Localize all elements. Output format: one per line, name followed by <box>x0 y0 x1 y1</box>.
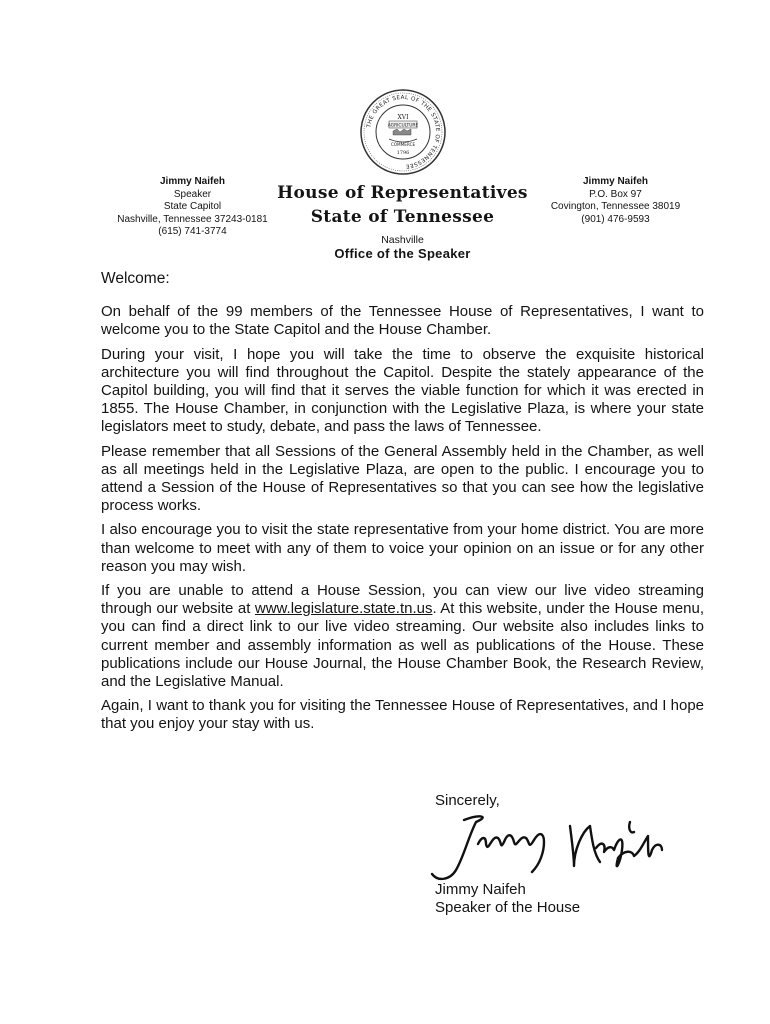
right-contact-city: Covington, Tennessee 38019 <box>550 201 681 212</box>
letter-paragraph-6: Again, I want to thank you for visiting the Tennessee House of Representatives, and I hope that you enjoy your stay with us. <box>101 697 704 733</box>
left-contact-name: Jimmy Naifeh <box>159 176 226 187</box>
seal-commerce-text: COMMERCE <box>390 142 416 147</box>
right-contact-po-box: P.O. Box 97 <box>589 188 642 200</box>
seal-agriculture-text: AGRICULTURE <box>387 123 419 129</box>
letterhead-office: Office of the Speaker <box>334 246 471 261</box>
letter-paragraph-1: On behalf of the 99 members of the Tennessee House of Representatives, I want to welcome you to the State Capitol and the House Chamber. <box>101 303 704 339</box>
handwritten-signature <box>420 808 690 888</box>
letterhead-title: House of Representatives <box>277 183 528 203</box>
right-contact-phone: (901) 476-9593 <box>581 213 650 225</box>
letter-paragraph-4: I also encourage you to visit the state representative from your home district. You are more than welcome to meet with any of them to voice your opinion on an issue or for any other reason you may wish. <box>101 521 704 575</box>
left-contact-title: Speaker <box>173 188 212 200</box>
right-contact-block <box>538 176 693 226</box>
letterhead-city: Nashville <box>381 234 424 246</box>
letter-body <box>101 270 704 758</box>
paragraph-5-text-after: . At this website, under the House menu, you can find a direct link to our live video streaming. Our website also includes links to current member and assembly information as well as publications of the House. These publications include our House Journal, the House Chamber Book, the Research Review, and the Legislative Manual. <box>101 600 705 691</box>
signer-block <box>435 881 580 917</box>
website-link[interactable]: www.legislature.state.tn.us <box>254 600 433 618</box>
letter-paragraph-5 <box>101 582 704 691</box>
signer-name: Jimmy Naifeh <box>435 881 526 898</box>
signer-title: Speaker of the House <box>435 899 581 916</box>
letter-greeting: Welcome: <box>101 270 170 287</box>
seal-number: XVI <box>397 114 409 121</box>
left-contact-address-1: State Capitol <box>163 201 222 212</box>
state-seal-emblem <box>359 88 447 176</box>
letter-closing: Sincerely, <box>435 792 500 809</box>
paragraph-5-text-before: If you are unable to attend a House Session, you can view our live video streaming through our website at <box>101 582 704 618</box>
left-contact-address-2: Nashville, Tennessee 37243-0181 <box>117 213 268 225</box>
left-contact-block <box>100 176 285 239</box>
letterhead-subtitle: State of Tennessee <box>310 207 495 227</box>
letter-paragraph-2: During your visit, I hope you will take the time to observe the exquisite historical architecture you will find throughout the Capitol. Despite the stately appearance of the Capitol building, you will find that it serves the viable function for which it was erected in 1855. The House Chamber, in conjunction with the Legislative Plaza, is where your state legislators meet to study, debate, and pass the laws of Tennessee. <box>101 345 704 436</box>
left-contact-phone: (615) 741-3774 <box>158 226 227 237</box>
seal-ring-text: THE GREAT SEAL OF THE STATE OF TENNESSEE <box>366 94 441 169</box>
letter-paragraph-3: Please remember that all Sessions of the General Assembly held in the Chamber, as well as all meetings held in the Legislative Plaza, are open to the public. I encourage you to attend a Session of the House of Representatives so that you can see how the legislative process works. <box>101 442 704 515</box>
seal-year: 1796 <box>396 150 410 156</box>
right-contact-name: Jimmy Naifeh <box>582 176 649 187</box>
